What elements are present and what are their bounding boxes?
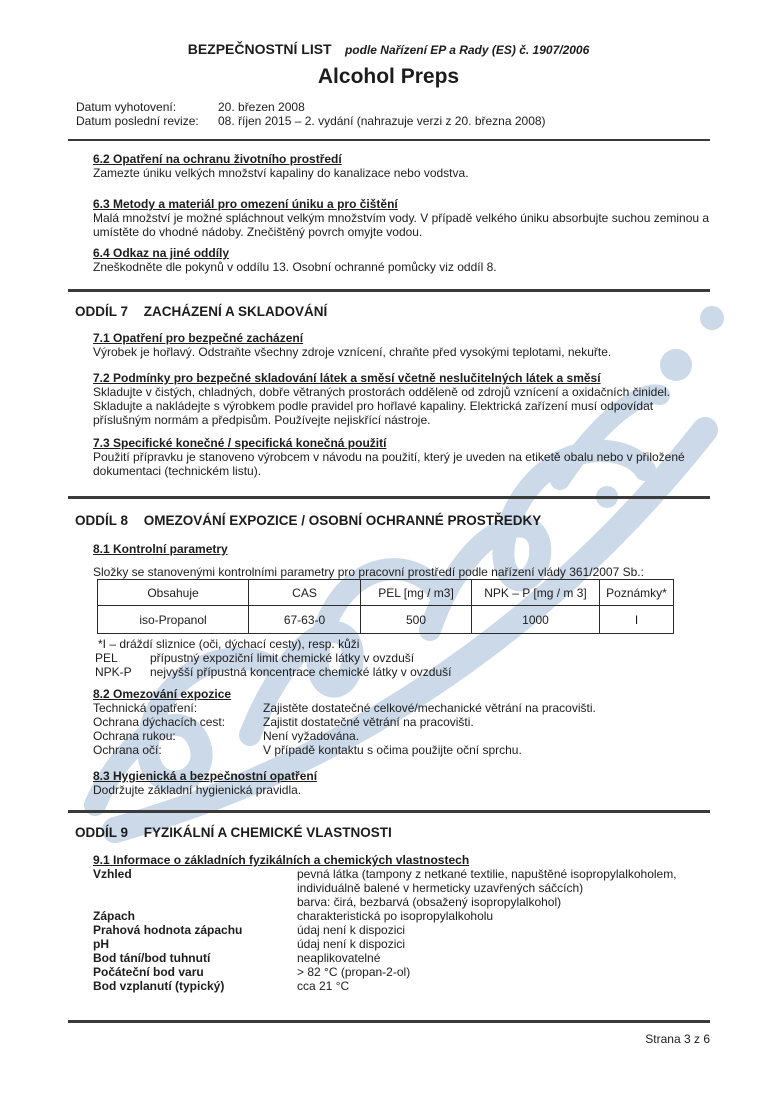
subsection-6-4-body: Zneškodněte dle pokynů v oddílu 13. Osobní ochranné pomůcky viz oddíl 8.	[93, 260, 497, 274]
header-divider	[68, 139, 710, 141]
hand-protection-value: Není vyžadována.	[263, 729, 360, 743]
table-row	[98, 606, 674, 634]
flash-point-value: cca 21 °C	[297, 979, 350, 993]
eye-protection-value: V případě kontaktu s očima použijte oční sprchu.	[263, 743, 522, 757]
hand-protection-label: Ochrana rukou:	[93, 729, 176, 743]
odour-row	[93, 909, 710, 923]
odour-threshold-label: Prahová hodnota zápachu	[93, 923, 243, 937]
respiratory-protection-value: Zajistit dostatečné větrání na pracovišti.	[263, 715, 474, 729]
section-9-number: ODDÍL 9	[75, 825, 129, 840]
technical-measures-label: Technická opatření:	[93, 701, 198, 715]
flash-point-row	[93, 979, 710, 993]
subsection-6-2-body: Zamezte úniku velkých množství kapaliny do kanalizace nebo vodstva.	[93, 166, 469, 180]
subsection-6-3	[93, 197, 710, 239]
section-9-heading	[75, 826, 710, 840]
odour-threshold-value: údaj není k dispozici	[297, 923, 406, 937]
cell-npk: 1000	[472, 606, 600, 634]
footer-divider	[68, 1020, 710, 1023]
flash-point-label: Bod vzplanutí (typický)	[93, 979, 225, 993]
cell-notes: I	[600, 606, 674, 634]
date-issued-value: 20. březen 2008	[218, 100, 305, 114]
exposure-limits-intro	[93, 565, 710, 579]
table-header-notes: Poznámky*	[600, 580, 674, 606]
subsection-6-2	[93, 152, 710, 180]
subsection-8-2-heading: 8.2 Omezování expozice	[93, 687, 232, 701]
legend-term-pel-abbr: PEL	[95, 651, 118, 665]
table-header-row	[98, 580, 674, 606]
melting-point-value: neaplikovatelné	[297, 951, 381, 965]
document-type-title: BEZPEČNOSTNÍ LIST	[187, 41, 332, 57]
product-name: Alcohol Preps	[317, 65, 460, 88]
appearance-value	[297, 867, 677, 909]
subsection-7-3-heading: 7.3 Specifické konečné / specifická konečná použití	[93, 436, 387, 450]
exposure-limits-intro-text: Složky se stanovenými kontrolními parametry pro pracovní prostředí podle nařízení vlády 361/2007 Sb.:	[93, 565, 644, 579]
legend-note-irritant: *I – dráždí sliznice (oči, dýchací cesty), resp. kůži	[98, 637, 360, 651]
cell-pel: 500	[361, 606, 472, 634]
section-8-heading	[75, 514, 710, 528]
date-block	[76, 100, 696, 128]
subsection-8-3-heading: 8.3 Hygienická a bezpečnostní opatření	[93, 769, 318, 783]
subsection-6-4	[93, 246, 710, 274]
section-8-number: ODDÍL 8	[75, 513, 129, 528]
subsection-6-2-heading: 6.2 Opatření na ochranu životního prostředí	[93, 152, 342, 166]
boiling-point-label: Počáteční bod varu	[93, 965, 204, 979]
subsection-7-2	[93, 371, 710, 427]
ph-value: údaj není k dispozici	[297, 937, 406, 951]
subsection-7-1-heading: 7.1 Opatření pro bezpečné zacházení	[93, 331, 304, 345]
subsection-6-4-heading: 6.4 Odkaz na jiné oddíly	[93, 246, 230, 260]
section-7-number: ODDÍL 7	[75, 304, 129, 319]
subsection-8-1-heading: 8.1 Kontrolní parametry	[93, 542, 228, 556]
section-8-title: OMEZOVÁNÍ EXPOZICE / OSOBNÍ OCHRANNÉ PROSTŘEDKY	[143, 513, 542, 528]
legend-term-npkp	[95, 665, 710, 679]
odour-threshold-row	[93, 923, 710, 937]
melting-point-label: Bod tání/bod tuhnutí	[93, 951, 211, 965]
table-header-substance: Obsahuje	[98, 580, 249, 606]
page-number: Strana 3 z 6	[645, 1032, 710, 1046]
section-9-title: FYZIKÁLNÍ A CHEMICKÉ VLASTNOSTI	[143, 825, 392, 840]
melting-point-row	[93, 951, 710, 965]
subsection-8-3-body: Dodržujte základní hygienická pravidla.	[93, 783, 302, 797]
eye-protection-row	[93, 743, 710, 757]
section-9-divider	[68, 810, 710, 813]
appearance-label: Vzhled	[93, 867, 132, 881]
ph-label: pH	[93, 937, 109, 951]
boiling-point-value: > 82 °C (propan-2-ol)	[297, 965, 411, 979]
technical-measures-value: Zajistěte dostatečné celkové/mechanické větrání na pracovišti.	[263, 701, 596, 715]
table-header-npk: NPK – P [mg / m 3]	[472, 580, 600, 606]
appearance-value-line3: barva: čirá, bezbarvá (obsažený isopropylalkohol)	[297, 895, 562, 909]
cell-cas: 67-63-0	[249, 606, 361, 634]
respiratory-protection-label: Ochrana dýchacích cest:	[93, 715, 226, 729]
document-header	[0, 42, 777, 57]
subsection-7-2-body-line2: Skladujte a nakládejte s výrobkem podle pravidel pro hořlavé kapaliny. Elektrická zařízení musí odpovídat příslušným normám a předpisům. Používejte nejiskřící nástroje.	[93, 399, 654, 427]
subsection-7-2-body-line1: Skladujte v čistých, chladných, dobře větraných prostorách odděleně od zdrojů vznícení a oxidačních činidel.	[93, 385, 670, 399]
appearance-value-line1: pevná látka (tampony z netkané textilie, napuštěné isopropylalkoholem,	[297, 867, 677, 881]
table-legend	[95, 637, 710, 679]
legend-term-pel-definition: přípustný expoziční limit chemické látky v ovzduší	[150, 651, 415, 665]
subsection-8-2	[93, 687, 710, 757]
odour-label: Zápach	[93, 909, 136, 923]
date-revised-row	[76, 114, 696, 128]
table-header-cas: CAS	[249, 580, 361, 606]
date-issued-row	[76, 100, 696, 114]
exposure-limits-table	[97, 579, 674, 634]
table-header-pel: PEL [mg / m3]	[361, 580, 472, 606]
appearance-row	[93, 867, 710, 909]
appearance-value-line2: individuálně balené v hermeticky uzavřených sáčcích)	[297, 881, 584, 895]
subsection-6-3-body: Malá množství je možné spláchnout velkým množstvím vody. V případě velkého úniku absorbujte suchou zeminou a umístěte do vhodné nádoby. Znečištěný povrch omyjte vodou.	[93, 211, 710, 239]
subsection-7-2-heading: 7.2 Podmínky pro bezpečné skladování látek a směsí včetně neslučitelných látek a směsí	[93, 371, 601, 385]
subsection-6-3-heading: 6.3 Metody a materiál pro omezení úniku a pro čištění	[93, 197, 398, 211]
subsection-7-3-body: Použití přípravku je stanoveno výrobcem v návodu na použití, který je uveden na etiketě obalu nebo v přiložené dokumentaci (technickém listu).	[93, 450, 685, 478]
subsection-9-1-heading: 9.1 Informace o základních fyzikálních a chemických vlastnostech	[93, 853, 470, 867]
section-7-title: ZACHÁZENÍ A SKLADOVÁNÍ	[143, 304, 328, 319]
subsection-7-1	[93, 331, 710, 359]
legend-term-npkp-abbr: NPK-P	[95, 665, 132, 679]
subsection-8-1-heading-block	[93, 542, 710, 556]
eye-protection-label: Ochrana očí:	[93, 743, 162, 757]
ph-row	[93, 937, 710, 951]
section-7-heading	[75, 305, 710, 319]
subsection-9-1	[93, 853, 710, 993]
section-8-divider	[68, 496, 710, 499]
boiling-point-row	[93, 965, 710, 979]
date-revised-label: Datum poslední revize:	[76, 114, 199, 128]
section-7-divider	[68, 289, 710, 292]
legend-term-npkp-definition: nejvyšší přípustná koncentrace chemické látky v ovzduší	[150, 665, 452, 679]
date-revised-value: 08. říjen 2015 – 2. vydání (nahrazuje verzi z 20. března 2008)	[218, 114, 546, 128]
hand-protection-row	[93, 729, 710, 743]
respiratory-protection-row	[93, 715, 710, 729]
subsection-7-3	[93, 436, 710, 478]
odour-value: charakteristická po isopropylalkoholu	[297, 909, 494, 923]
technical-measures-row	[93, 701, 710, 715]
cell-substance: iso-Propanol	[98, 606, 249, 634]
date-issued-label: Datum vyhotovení:	[76, 100, 177, 114]
regulation-reference: podle Nařízení EP a Rady (ES) č. 1907/2006	[344, 43, 590, 57]
subsection-8-3	[93, 769, 710, 797]
legend-term-pel	[95, 651, 710, 665]
subsection-7-1-body: Výrobek je hořlavý. Odstraňte všechny zdroje vznícení, chraňte před vysokými teplotami, nekuřte.	[93, 345, 612, 359]
